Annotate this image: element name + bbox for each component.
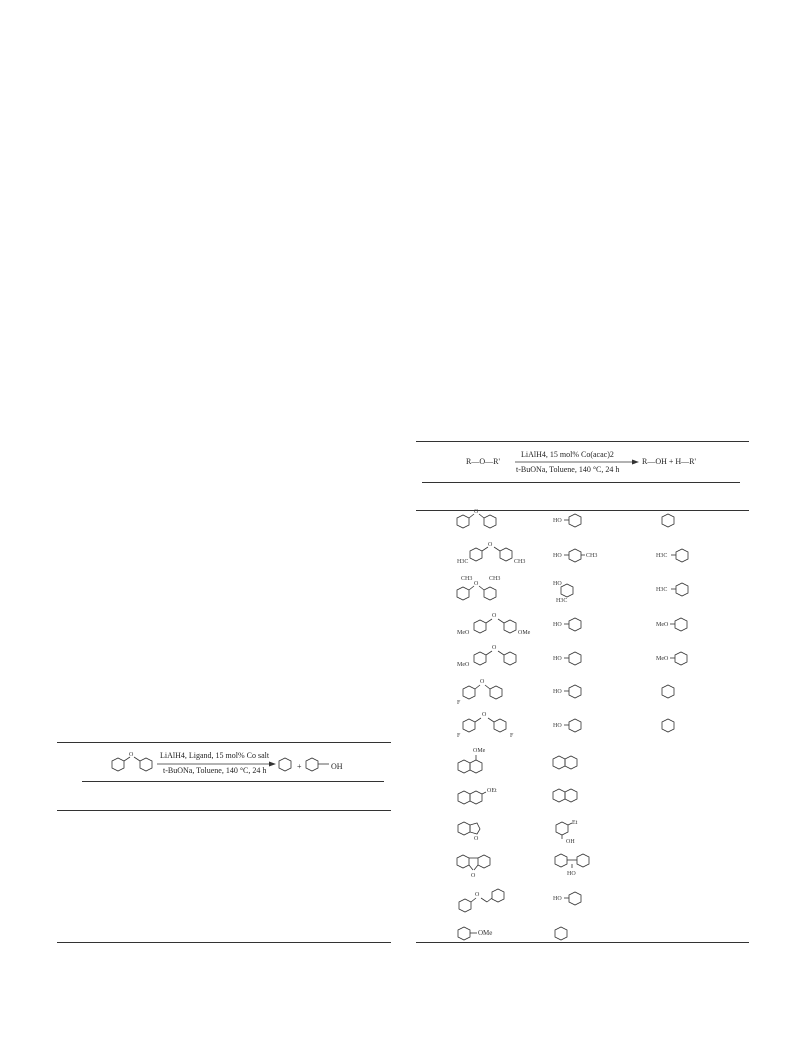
svg-text:F: F: [457, 700, 461, 706]
svg-text:F: F: [510, 733, 514, 739]
svg-text:HO: HO: [553, 689, 562, 695]
svg-text:O: O: [480, 679, 485, 685]
row6-product-benzene: [662, 685, 674, 698]
row6-substrate: [457, 679, 502, 706]
row3-substrate: [457, 576, 500, 600]
row4-product-phenol: [553, 618, 581, 631]
row4-product-anisole: [656, 618, 687, 631]
row2-product-cresol: [553, 549, 597, 562]
row10-substrate-benzofuran: [458, 822, 480, 842]
svg-text:Et: Et: [572, 820, 578, 826]
left-reaction-conditions-top: LiAlH4, Ligand, 15 mol% Co salt: [160, 751, 270, 760]
svg-text:HO: HO: [553, 622, 562, 628]
row11-product-biphenylol: [555, 854, 589, 877]
right-reaction-conditions-bottom: t-BuONa, Toluene, 140 °C, 24 h: [516, 465, 620, 474]
right-reaction-conditions-top: LiAlH4, 15 mol% Co(acac)2: [521, 450, 614, 459]
svg-text:O: O: [471, 873, 476, 879]
svg-text:CH3: CH3: [489, 576, 501, 582]
row4-substrate: [457, 613, 531, 636]
row3-product-o-cresol: [553, 581, 573, 604]
left-plus-sign: +: [297, 762, 302, 771]
svg-text:F: F: [457, 733, 461, 739]
svg-text:OMe: OMe: [473, 748, 486, 754]
row1-product-phenol: [553, 514, 581, 527]
svg-text:O: O: [492, 613, 497, 619]
svg-text:HO: HO: [553, 656, 562, 662]
row5-product-anisole: [656, 652, 687, 665]
left-reaction-conditions-bottom: t-BuONa, Toluene, 140 °C, 24 h: [163, 766, 267, 775]
row10-product-ethylphenol: [556, 820, 578, 845]
row9-product-naphthalene: [553, 789, 577, 802]
row5-substrate: [457, 645, 516, 668]
svg-text:OH: OH: [566, 839, 575, 845]
row6-product-phenol: [553, 685, 581, 698]
row12-product-phenol: [553, 892, 581, 905]
svg-text:CH3: CH3: [461, 576, 473, 582]
row8-product-naphthalene: [553, 756, 577, 769]
row12-substrate-benzylphenylether: [459, 889, 504, 912]
svg-text:H3C: H3C: [656, 553, 668, 559]
right-products: R—OH + H—R': [642, 457, 696, 466]
svg-text:CH3: CH3: [514, 559, 526, 565]
svg-text:MeO: MeO: [457, 662, 470, 668]
svg-text:O: O: [475, 892, 480, 898]
row13-substrate-anisole: [458, 927, 492, 940]
row11-substrate-dibenzofuran: [457, 855, 490, 879]
svg-text:H3C: H3C: [656, 587, 668, 593]
svg-text:O: O: [492, 645, 497, 651]
svg-text:O: O: [474, 836, 479, 842]
svg-text:H3C: H3C: [556, 598, 568, 604]
svg-text:MeO: MeO: [656, 656, 669, 662]
row3-product-toluene: [656, 583, 688, 596]
row5-product-phenol: [553, 652, 581, 665]
svg-text:HO: HO: [553, 581, 562, 587]
svg-text:HO: HO: [553, 553, 562, 559]
row8-substrate-methoxynaphthalene: [458, 748, 486, 773]
row2-product-toluene: [656, 549, 688, 562]
svg-text:HO: HO: [553, 518, 562, 524]
svg-text:H3C: H3C: [457, 559, 469, 565]
right-reactant: R—O—R': [466, 457, 500, 466]
svg-text:HO: HO: [553, 896, 562, 902]
svg-text:O: O: [488, 542, 493, 548]
row7-product-phenol: [553, 719, 581, 732]
svg-text:CH3: CH3: [586, 553, 598, 559]
svg-text:OMe: OMe: [478, 929, 493, 937]
row7-substrate: [457, 712, 514, 739]
row1-substrate: [457, 509, 496, 528]
row13-product-benzene: [555, 927, 567, 940]
svg-text:O: O: [129, 752, 134, 758]
svg-text:MeO: MeO: [457, 630, 470, 636]
row2-substrate: [457, 542, 525, 565]
svg-text:HO: HO: [567, 871, 576, 877]
row9-substrate-ethoxynaphthalene: [458, 788, 497, 804]
svg-text:O: O: [474, 509, 479, 515]
svg-text:MeO: MeO: [656, 622, 669, 628]
row7-product-benzene: [662, 719, 674, 732]
row1-product-benzene: [662, 514, 674, 527]
svg-text:O: O: [474, 581, 479, 587]
svg-text:OEt: OEt: [487, 788, 497, 794]
svg-text:HO: HO: [553, 723, 562, 729]
svg-text:OMe: OMe: [518, 630, 531, 636]
left-product-oh: OH: [331, 762, 343, 771]
svg-text:O: O: [482, 712, 487, 718]
